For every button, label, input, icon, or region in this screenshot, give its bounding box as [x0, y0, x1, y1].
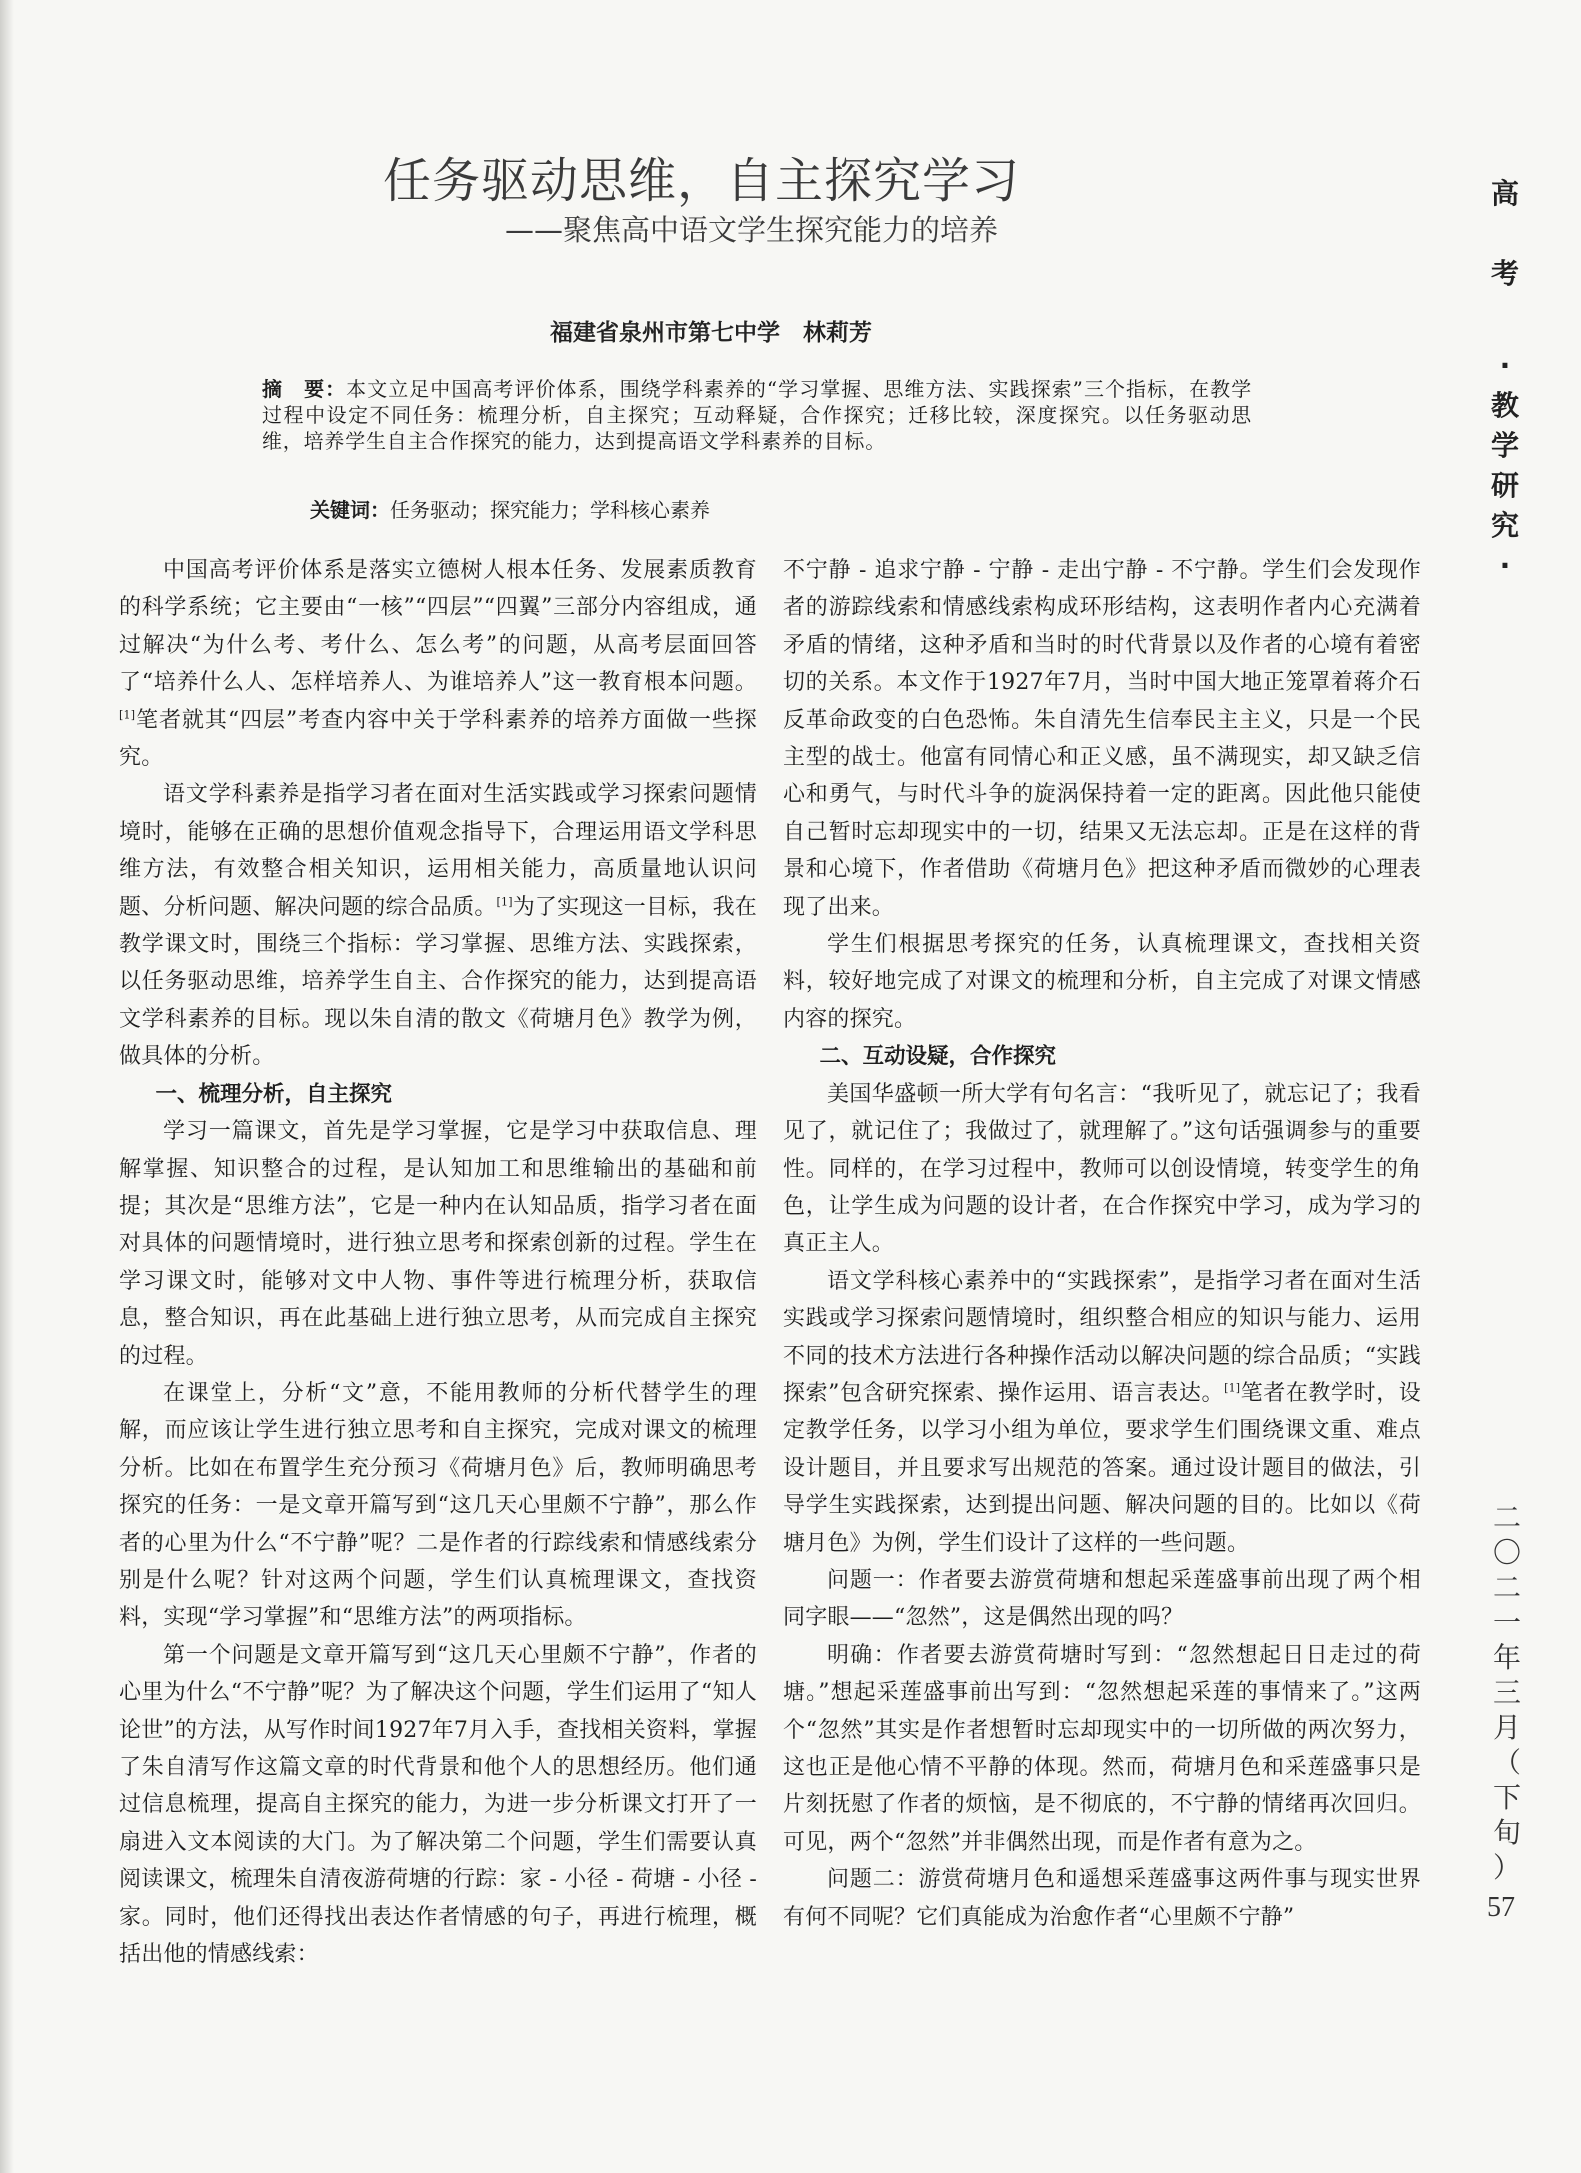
- scan-edge: [0, 0, 14, 2173]
- column-name-char: 教: [1490, 389, 1519, 422]
- paragraph-text: 语文学科素养是指学习者在面对生活实践或学习探索问题情境时，能够在正确的思想价值观念指导下，合理运用语文学科思维方法，有效整合相关知识，运用相关能力，高质量地认识问题、分析问题、解决问题的综合品质。: [119, 782, 757, 920]
- paragraph: 在课堂上，分析“文”意，不能用教师的分析代替学生的理解，而应该让学生进行独立思考和自主探究，完成对课文的梳理分析。比如在布置学生充分预习《荷塘月色》后，教师明确思考探究的任务：一是文章开篇写到“这几天心里颇不宁静”，那么作者的心里为什么“不宁静”呢？二是作者的行踪线索和情感线索分别是什么呢？针对这两个问题，学生们认真梳理课文，查找资料，实现“学习掌握”和“思维方法”的两项指标。: [119, 1380, 757, 1631]
- paragraph: 明确：作者要去游赏荷塘时写到：“忽然想起日日走过的荷塘。”想起采莲盛事前出写到：“忽然想起采莲的事情来了。”这两个“忽然”其实是作者想暂时忘却现实中的一切所做的两次努力，这也正是他心情不平静的体现。然而，荷塘月色和采莲盛事只是片刻抚慰了作者的烦恼，是不彻底的，不宁静的情绪再次回归。可见，两个“忽然”并非偶然出现，而是作者有意为之。: [783, 1642, 1421, 1855]
- paragraph-text: 语文学科核心素养中的“实践探索”，是指学习者在面对生活实践或学习探索问题情境时，组织整合相应的知识与能力、运用不同的技术方法进行各种操作活动以解决问题的综合品质；“实践探索”包含研究探索、操作运用、语言表达。: [783, 1268, 1421, 1406]
- column-name-char: ·: [1499, 549, 1511, 582]
- paragraph: 第一个问题是文章开篇写到“这几天心里颇不宁静”，作者的心里为什么“不宁静”呢？为了解决这个问题，学生们运用了“知人论世”的方法，从写作时间1927年7月入手，查找相关资料，掌握了朱自清写作这篇文章的时代背景和他个人的思想经历。他们通过信息梳理，提高自主探究的能力，为进一步分析课文打开了一扇进入文本阅读的大门。为了解决第二个问题，学生们需要认真阅读课文，梳理朱自清夜游荷塘的行踪：家 - 小径 - 荷塘 - 小径 - 家。同时，他们还得找出表达作者情感的句子，再进行梳理，概括出他的情感线索：: [119, 1642, 757, 1968]
- right-column: [783, 552, 1421, 1936]
- issue-date-vertical: [1485, 1500, 1529, 1885]
- column-name-char: 研: [1490, 469, 1519, 502]
- citation-ref: [1]: [1224, 1381, 1241, 1395]
- paragraph: 美国华盛顿一所大学有句名言：“我听见了，就忘记了；我看见了，就记住了；我做过了，就理解了。”这句话强调参与的重要性。同样的，在学习过程中，教师可以创设情境，转变学生的角色，让学生成为问题的设计者，在合作探究中学习，成为学习的真正主人。: [783, 1081, 1421, 1257]
- keywords-text: 任务驱动；探究能力；学科核心素养: [390, 498, 710, 522]
- paragraph-text: 为了实现这一目标，我在教学课文时，围绕三个指标：学习掌握、思维方法、实践探索，以任务驱动思维，培养学生自主、合作探究的能力，达到提高语文学科素养的目标。现以朱自清的散文《荷塘月色》教学为例，做具体的分析。: [119, 894, 757, 1070]
- article-subtitle: ——聚焦高中语文学生探究能力的培养: [505, 213, 999, 247]
- page-number: 57: [1487, 1892, 1515, 1923]
- date-char: 年: [1492, 1641, 1521, 1674]
- column-name-char: 究: [1490, 509, 1519, 542]
- citation-ref: [1]: [496, 895, 513, 909]
- date-char: （: [1492, 1746, 1521, 1779]
- date-char: ）: [1492, 1851, 1521, 1884]
- section-heading: 一、梳理分析，自主探究: [155, 1081, 393, 1107]
- paragraph: 问题二：游赏荷塘月色和遥想采莲盛事这两件事与现实世界有何不同呢？它们真能成为治愈作者“心里颇不宁静”: [783, 1867, 1421, 1930]
- abstract-label: 摘 要：: [262, 377, 347, 401]
- abstract-text: 本文立足中国高考评价体系，围绕学科素养的“学习掌握、思维方法、实践探索”三个指标，在教学过程中设定不同任务：梳理分析，自主探究；互动释疑，合作探究；迁移比较，深度探究。以任务驱动思维，培养学生自主合作探究的能力，达到提高语文学科素养的目标。: [262, 377, 1252, 453]
- article-author: 福建省泉州市第七中学 林莉芳: [550, 320, 872, 346]
- date-char: 月: [1492, 1711, 1521, 1744]
- left-column: [119, 552, 757, 1973]
- date-char: 〇: [1492, 1536, 1521, 1569]
- keywords-label: 关键词：: [310, 498, 390, 522]
- paragraph-text: 中国高考评价体系是落实立德树人根本任务、发展素质教育的科学系统；它主要由“一核”“四层”“四翼”三部分内容组成，通过解决“为什么考、考什么、怎么考”的问题，从高考层面回答了“培养什么人、怎样培养人、为谁培养人”这一教育根本问题。: [119, 558, 757, 696]
- paragraph: 问题一：作者要去游赏荷塘和想起采莲盛事前出现了两个相同字眼——“忽然”，这是偶然出现的吗？: [783, 1567, 1421, 1631]
- date-char: 旬: [1492, 1816, 1521, 1849]
- date-char: 下: [1492, 1781, 1521, 1814]
- citation-ref: [1]: [119, 708, 136, 722]
- column-name-char: 高: [1490, 177, 1519, 210]
- paragraph-text: 笔者就其“四层”考查内容中关于学科素养的培养方面做一些探究。: [119, 707, 757, 771]
- column-name-char: 学: [1490, 429, 1519, 462]
- column-name-char: 考: [1490, 257, 1519, 290]
- column-name-char: ·: [1499, 349, 1511, 382]
- paragraph: 学生们根据思考探究的任务，认真梳理课文，查找相关资料，较好地完成了对课文的梳理和分析，自主完成了对课文情感内容的探究。: [783, 932, 1421, 1032]
- date-char: 二: [1492, 1501, 1521, 1534]
- paragraph: [783, 1263, 1421, 1562]
- paragraph: 学习一篇课文，首先是学习掌握，它是学习中获取信息、理解掌握、知识整合的过程，是认知加工和思维输出的基础和前提；其次是“思维方法”，它是一种内在认知品质，指学习者在面对具体的问题情境时，进行独立思考和探索创新的过程。学生在学习课文时，能够对文中人物、事件等进行梳理分析，获取信息，整合知识，再在此基础上进行独立思考，从而完成自主探究的过程。: [119, 1119, 757, 1369]
- paragraph: [119, 552, 757, 776]
- paragraph-text: 笔者在教学时，设定教学任务，以学习小组为单位，要求学生们围绕课文重、难点设计题目，并且要求写出规范的答案。通过设计题目的做法，引导学生实践探索，达到提出问题、解决问题的目的。比如以《荷塘月色》为例，学生们设计了这样的一些问题。: [783, 1380, 1421, 1556]
- date-char: 一: [1492, 1606, 1521, 1639]
- column-name-vertical: [1482, 174, 1528, 586]
- paragraph: 不宁静 - 追求宁静 - 宁静 - 走出宁静 - 不宁静。学生们会发现作者的游踪线索和情感线索构成环形结构，这表明作者内心充满着矛盾的情绪，这种矛盾和当时的时代背景以及作者的心境有着密切的关系。本文作于1927年7月，当时中国大地正笼罩着蒋介石反革命政变的白色恐怖。朱自清先生信奉民主主义，只是一个民主型的战士。他富有同情心和正义感，虽不满现实，却又缺乏信心和勇气，与时代斗争的旋涡保持着一定的距离。因此他只能使自己暂时忘却现实中的一切，结果又无法忘却。正是在这样的背景和心境下，作者借助《荷塘月色》把这种矛盾而微妙的心理表现了出来。: [783, 558, 1421, 920]
- abstract: [262, 376, 1252, 454]
- date-char: 二: [1492, 1571, 1521, 1604]
- keywords: [310, 497, 1210, 523]
- article-title: 任务驱动思维，自主探究学习: [383, 153, 1021, 209]
- paragraph: [119, 776, 757, 1075]
- section-heading: 二、互动设疑，合作探究: [819, 1044, 1057, 1070]
- date-char: 三: [1492, 1676, 1521, 1709]
